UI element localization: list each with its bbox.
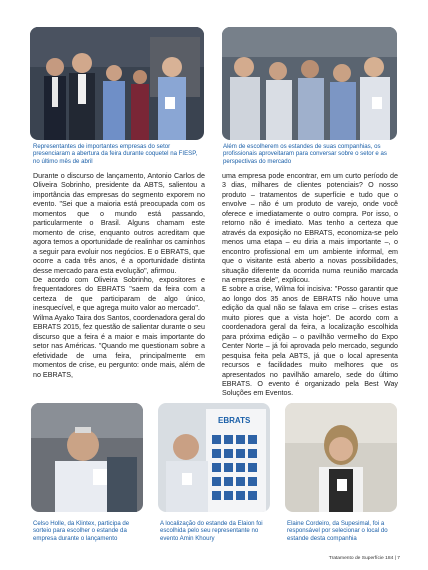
photo-celso-holle [31, 403, 143, 512]
photo-celso-holle-image [31, 403, 143, 512]
ebrats-logo-text: EBRATS [218, 416, 251, 425]
caption-top-left: Representantes de importantes empresas do setor presenciaram a abertura da feira durante coquetel na FIESP, no último mês de abril [33, 143, 198, 165]
photo-fiesp-group-image [30, 27, 204, 140]
paragraph: Wilma Ayako Taira dos Santos, coordenadora geral do EBRATS 2015, fez questão de salientar durante o seu discurso que a feira é a maior e mais importante do setor nas Américas. "Quando me questionam sobre a efetividade de uma feira, principalmente em momentos de crise, eu pergunto: onde mais, além de no EBRATS, [33, 313, 206, 379]
photo-fiesp-group [30, 27, 204, 140]
caption-bottom-right: Elaine Cordeiro, da Supesimal, foi a responsável por selecionar o local do estande desta companhia [287, 520, 388, 542]
photo-amin-khoury-image [158, 403, 270, 512]
caption-top-right: Além de escolherem os estandes de suas companhias, os profissionais aproveitaram para conversar sobre o setor e as perspectivas do mercado [223, 143, 387, 165]
photo-stand-selection-image [222, 27, 397, 140]
paragraph: uma empresa pode encontrar, em um curto período de 3 dias, milhares de clientes potenciais? O nosso produto – tratamentos de superfície e tudo que o envolve – não é um produto de varejo, onde você oferece e imediatamente o outro compra. Por isso, o retorno não é imediato. Mas tenho a certeza que através da exposição no EBRATS, economiza-se pelo menos uma etapa – eu diria a mais importante –, o encontro profissional em um ambiente informal, em que o visitante está aberto a novas possibilidades, situação diferente da ocorrida numa reunião marcada na empresa dele", explicou. [222, 172, 398, 284]
paragraph: Durante o discurso de lançamento, Antonio Carlos de Oliveira Sobrinho, presidente da ABTS, salientou a importância das empresas do segmento exporem no evento. "Sei que a maioria está preocupada com os momentos que o mundo está passando, particularmente o Brasil. Alguns chamam este momento de crise, enquanto outros acreditam que agora temos a oportunidade de realinhar os caminhos a seguir para evoluir nos negócios. E o EBRATS, que ocorre a cada três anos, é a oportunidade distinta desse mercado para esta evolução", afirmou. [33, 172, 205, 275]
paragraph: E sobre a crise, Wilma foi incisiva: "Posso garantir que ao longo dos 35 anos de EBRATS não houve uma edição da qual não se falava em crise – crises estas muito piores que a vista hoje". De acordo com a coordenadora geral da feira, a localização escolhida para próxima edição – o pavilhão vermelho do Expo Center Norte – já foi aprovada pelo mercado, segundo pesquisa feita pela ABTS, já que o local apresenta recursos e facilidades muito melhores que os apresentados no pavilhão amarelo, sede do último EBRATS. O evento é organizado pela Best Way Soluções em Eventos. [222, 285, 398, 398]
photo-elaine-cordeiro-image [285, 403, 397, 512]
photo-stand-selection-group [222, 27, 397, 140]
caption-bottom-middle: A localização do estande da Elaion foi escolhida pelo seu representante no evento Amin Khoury [160, 520, 263, 542]
caption-bottom-left: Celso Holle, da Klintex, participa de sorteio para escolher o estande da empresa durante o lançamento [33, 520, 130, 542]
page-footer: Tratamento de Superfície 184 | 7 [328, 556, 400, 561]
photo-amin-khoury [158, 403, 270, 512]
body-column-left [33, 172, 205, 380]
photo-elaine-cordeiro [285, 403, 397, 512]
body-column-right [222, 172, 398, 399]
paragraph: De acordo com Oliveira Sobrinho, expositores e frequentadores do EBRATS "saem da feira com a certeza de que participaram de algo único, inesquecível, e que agrega muito valor ao mercado". [33, 275, 205, 313]
